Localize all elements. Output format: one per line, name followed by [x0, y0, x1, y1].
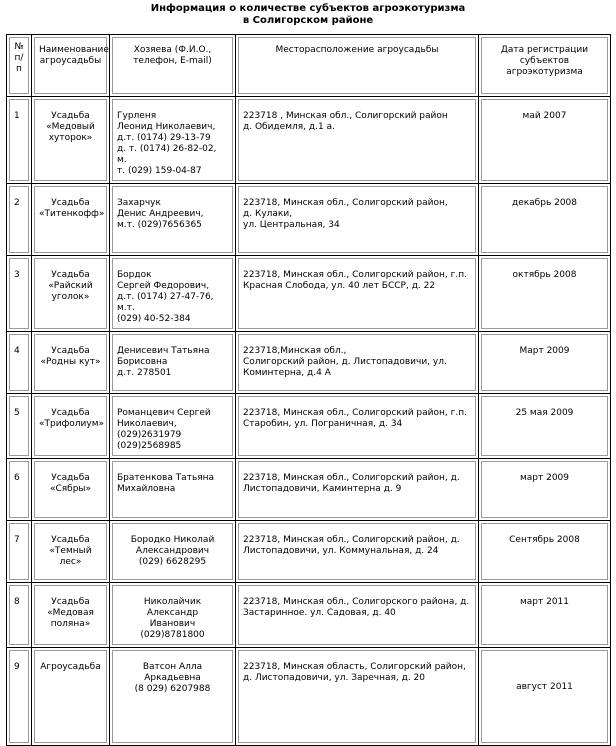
- row-location-cell: [236, 521, 479, 583]
- table-row: [7, 394, 611, 459]
- row-owner: Гурленя Леонид Николаевич, д.т. (0174) 29-13-79 д. т. (0174) 26-82-02, м. т. (029) 159-04-87: [117, 111, 217, 176]
- row-owner: Бордок Сергей Федорович, д.т. (0174) 27-47-76, м.т. (029) 40-52-384: [117, 270, 214, 324]
- row-num-cell: [7, 97, 32, 184]
- row-num-cell: [7, 332, 32, 394]
- row-num: 7: [14, 535, 20, 545]
- row-location: 223718, Минская обл., Солигорский район, д. Кулаки, ул. Центральная, 34: [243, 198, 448, 230]
- row-location-cell: [236, 97, 479, 184]
- row-date: Сентябрь 2008: [509, 535, 580, 545]
- table-row: [7, 583, 611, 648]
- row-owner-cell: [110, 648, 236, 746]
- row-owner-cell: [110, 583, 236, 648]
- row-owner-cell: [110, 521, 236, 583]
- header-date-cell: [479, 35, 611, 97]
- row-owner-cell: [110, 256, 236, 332]
- row-num: 4: [14, 346, 20, 356]
- row-date: декабрь 2008: [511, 198, 578, 208]
- row-location: 223718, Минская обл., Солигорский район, д. Листопадовичи, ул. Коммунальная, д. 24: [243, 535, 460, 556]
- header-row: [7, 35, 611, 97]
- row-location: 223718, Минская обл., Солигорский район, г.п. Красная Слобода, ул. 40 лет БССР, д. 22: [243, 270, 467, 291]
- row-num-cell: [7, 583, 32, 648]
- row-owner: Братенкова Татьяна Михайловна: [117, 473, 215, 494]
- header-num: № п/ п: [14, 42, 24, 74]
- row-num: 3: [14, 270, 20, 280]
- row-num-cell: [7, 459, 32, 521]
- row-name: Усадьба «Темный лес»: [49, 535, 92, 567]
- row-date-cell: [479, 332, 611, 394]
- row-owner-cell: [110, 97, 236, 184]
- row-name: Усадьба «Родны кут»: [40, 346, 101, 367]
- row-location-cell: [236, 459, 479, 521]
- row-name: Усадьба «Титенкофф»: [39, 198, 105, 219]
- row-num: 8: [14, 597, 20, 607]
- header-location-cell: [236, 35, 479, 97]
- row-location-cell: [236, 648, 479, 746]
- row-name-cell: [32, 332, 110, 394]
- row-owner: Бородко Николай Александрович (029) 6628295: [130, 535, 215, 567]
- row-location-cell: [236, 394, 479, 459]
- row-date: 25 мая 2009: [515, 408, 574, 418]
- header-owner: Хозяева (Ф.И.О., телефон, E-mail): [133, 45, 212, 66]
- row-name: Усадьба «Трифолиум»: [39, 408, 104, 429]
- row-date: март 2011: [519, 597, 570, 607]
- row-date-cell: [479, 459, 611, 521]
- row-num-cell: [7, 256, 32, 332]
- row-num-cell: [7, 184, 32, 256]
- row-owner: Захарчук Денис Андреевич, м.т. (029)7656365: [117, 198, 204, 230]
- row-location: 223718 , Минская обл., Солигорский район д. Обидемля, д.1 а.: [243, 111, 448, 132]
- row-name: Усадьба «Сябры»: [49, 473, 92, 494]
- row-location: 223718, Минская обл., Солигорский район, г.п. Старобин, ул. Пограничная, д. 34: [243, 408, 467, 429]
- row-num: 9: [14, 662, 20, 672]
- header-date: Дата регистрации субъектов агроэкотуризма: [500, 45, 589, 77]
- table-row: [7, 332, 611, 394]
- row-date-cell: [479, 256, 611, 332]
- row-date-cell: [479, 97, 611, 184]
- header-name-cell: [32, 35, 110, 97]
- table-row: [7, 184, 611, 256]
- header-num-cell: [7, 35, 32, 97]
- row-name: Агроусадьба: [40, 662, 101, 672]
- table-row: [7, 521, 611, 583]
- row-date: май 2007: [522, 111, 567, 121]
- row-name-cell: [32, 256, 110, 332]
- row-owner: Денисевич Татьяна Борисовна д.т. 278501: [117, 346, 210, 378]
- row-name: Усадьба «Райский уголок»: [48, 270, 93, 302]
- row-location-cell: [236, 184, 479, 256]
- row-num-cell: [7, 521, 32, 583]
- row-date-cell: [479, 648, 611, 746]
- row-owner: Романцевич Сергей Николаевич, (029)2631979 (029)2568985: [117, 408, 211, 451]
- row-owner-cell: [110, 394, 236, 459]
- row-date-cell: [479, 583, 611, 648]
- row-name-cell: [32, 459, 110, 521]
- row-owner: Ватсон Алла Аркадьевна (8 029) 6207988: [134, 662, 211, 694]
- row-name-cell: [32, 521, 110, 583]
- row-name-cell: [32, 394, 110, 459]
- row-owner-cell: [110, 332, 236, 394]
- row-date: август 2011: [516, 682, 573, 692]
- row-name: Усадьба «Медовая поляна»: [47, 597, 94, 629]
- row-location: 223718, Минская область, Солигорский район, д. Листопадовичи, ул. Заречная, д. 20: [243, 662, 466, 683]
- title-line-1: Информация о количестве субъектов агроэкотуризма: [150, 3, 466, 14]
- row-location-cell: [236, 256, 479, 332]
- row-date-cell: [479, 184, 611, 256]
- header-name: Наименование агроусадьбы: [39, 45, 109, 66]
- table-row: [7, 256, 611, 332]
- row-date-cell: [479, 521, 611, 583]
- row-owner: Николайчик Александр Иванович (029)8781800: [140, 597, 205, 640]
- row-num: 1: [14, 111, 20, 121]
- row-num: 2: [14, 198, 20, 208]
- row-date: октябрь 2008: [512, 270, 577, 280]
- row-name-cell: [32, 583, 110, 648]
- row-date-cell: [479, 394, 611, 459]
- row-owner-cell: [110, 184, 236, 256]
- agrotourism-table: [6, 34, 611, 746]
- row-num: 5: [14, 408, 20, 418]
- row-date: Март 2009: [519, 346, 570, 356]
- table-row: [7, 459, 611, 521]
- row-name-cell: [32, 648, 110, 746]
- row-num: 6: [14, 473, 20, 483]
- row-location: 223718, Минская обл., Солигорского района, д. Застаринное. ул. Садовая, д. 40: [243, 597, 470, 618]
- row-owner-cell: [110, 459, 236, 521]
- row-location: 223718,Минская обл., Солигорский район, д. Листопадовичи, ул. Коминтерна, д.4 А: [243, 346, 447, 378]
- header-owner-cell: [110, 35, 236, 97]
- row-num-cell: [7, 648, 32, 746]
- row-location: 223718, Минская обл., Солигорский район, д. Листопадовичи, Каминтерна д. 9: [243, 473, 460, 494]
- row-name: Усадьба «Медовый хуторок»: [46, 111, 95, 143]
- row-date: март 2009: [519, 473, 570, 483]
- row-location-cell: [236, 332, 479, 394]
- table-row: [7, 648, 611, 746]
- header-location: Месторасположение агроусадьбы: [275, 45, 439, 55]
- title-line-2: в Солигорском районе: [242, 15, 374, 26]
- row-name-cell: [32, 184, 110, 256]
- table-row: [7, 97, 611, 184]
- row-name-cell: [32, 97, 110, 184]
- document-title: [0, 3, 616, 27]
- row-num-cell: [7, 394, 32, 459]
- row-location-cell: [236, 583, 479, 648]
